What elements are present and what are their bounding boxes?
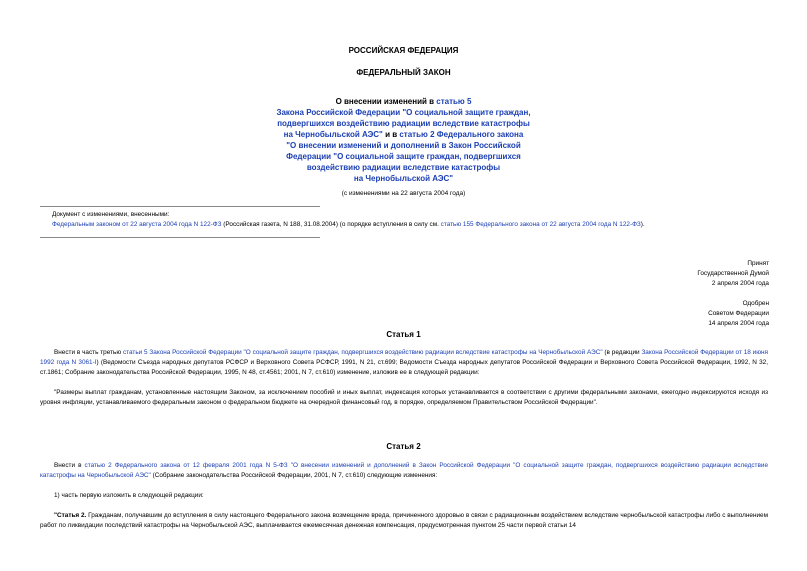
- approved-body: Советом Федерации: [708, 310, 769, 317]
- article1-paragraph2: "Размеры выплат гражданам, установленные настоящим Законом, за исключением пособий и иных выплат, индексация которых устанавливается в соответствии с другими федеральными законами, ежегодно индексируются исходя из уровня инфляции, устанавливаемого федеральным законом о федеральном бюджете на очередной финансовый год, в порядке, определяемом Правительством Российской Федерации".: [40, 389, 768, 406]
- article1-heading: Статья 1: [386, 330, 421, 339]
- title-link-article5[interactable]: статью 5: [436, 97, 472, 106]
- title-line8[interactable]: на Чернобыльской АЭС": [353, 174, 454, 183]
- divider-bottom: [40, 237, 320, 238]
- title-line1-text: О внесении изменений в: [335, 97, 437, 106]
- title-line5[interactable]: "О внесении изменений и дополнений в Закон Российской: [286, 141, 521, 150]
- amendments-intro: Документ с изменениями, внесенными:: [52, 211, 170, 218]
- changes-note: (с изменениями на 22 августа 2004 года): [341, 190, 466, 197]
- article2-p3-bold: "Статья 2.: [54, 512, 87, 519]
- article1-body: [40, 348, 768, 408]
- amendment-link-122fz[interactable]: Федеральным законом от 22 августа 2004 года N 122-ФЗ: [52, 221, 222, 228]
- accepted-body: Государственной Думой: [697, 270, 769, 277]
- article2-heading: Статья 2: [386, 442, 421, 451]
- approved-date: 14 апреля 2004 года: [708, 320, 769, 327]
- title-line4-link2[interactable]: статью 2 Федерального закона: [399, 130, 524, 139]
- article2-link-law5fz[interactable]: статью 2 Федерального закона от 12 февраля 2001 года N 5-ФЗ "О внесении изменений и дополнений в Закон Российской Федерации "О социальной защите граждан, подвергшихся воздействию радиации вследствие катастрофы на Чернобыльской АЭС": [40, 462, 768, 479]
- amendment-text: (Российская газета, N 188, 31.08.2004) (о порядке вступления в силу см.: [221, 221, 441, 228]
- article2-p3-text: Гражданам, получавшим до вступления в силу настоящего Федерального закона возмещение вреда, причиненного здоровью в связи с радиационным воздействием вследствие чернобыльской катастрофы либо с выполнением работ по ликвидации последствий катастрофы на Чернобыльской АЭС, выплачивается ежемесячная денежная компенсация, предусмотренная пунктом 25 части первой статьи 14: [40, 512, 768, 529]
- title-line2[interactable]: Закона Российской Федерации "О социальной защите граждан,: [276, 108, 531, 117]
- article1-p1-text: Внести в часть третью: [54, 349, 123, 356]
- amendments-note: [52, 210, 772, 230]
- article2-paragraph3: [40, 511, 768, 531]
- accepted-date: 2 апреля 2004 года: [711, 280, 769, 287]
- amendment-link-article155[interactable]: статью 155 Федерального закона от 22 августа 2004 года N 122-ФЗ: [440, 221, 641, 228]
- article1-p1-text2: (в редакции: [602, 349, 642, 356]
- title-line4-link[interactable]: на Чернобыльской АЭС": [283, 130, 383, 139]
- article2-paragraph2: 1) часть первую изложить в следующей редакции:: [54, 492, 204, 499]
- accepted-block: [569, 259, 769, 329]
- divider-top: [40, 206, 320, 207]
- article1-paragraph1: [40, 348, 768, 378]
- approved-label: Одобрен: [742, 300, 769, 307]
- article1-link-law3061[interactable]: Закона Российской Федерации от 18 июня 1992 года N 3061-I: [40, 349, 768, 366]
- title-line4-text: и в: [382, 130, 400, 139]
- amendment-text-end: ).: [640, 221, 645, 228]
- header-doc-type: ФЕДЕРАЛЬНЫЙ ЗАКОН: [356, 68, 451, 77]
- law-title: [0, 96, 807, 184]
- accepted-label: Принят: [747, 260, 769, 267]
- header-country: РОССИЙСКАЯ ФЕДЕРАЦИЯ: [348, 46, 459, 55]
- article2-paragraph1: [40, 461, 768, 481]
- title-line7[interactable]: воздействию радиации вследствие катастрофы: [306, 163, 501, 172]
- article1-p1-text3: ) (Ведомости Съезда народных депутатов РСФСР и Верховного Совета РСФСР, 1991, N 21, ст.699; Ведомости Съезда народных депутатов Российской Федерации и Верховного Совета Российской Федерации, 1992, N 32, ст.1861; Собрание законодательства Российской Федерации, 1995, N 48, ст.4561; 2001, N 7, ст.610) изменение, изложив ее в следующей редакции:: [40, 359, 769, 376]
- title-line3[interactable]: подвергшихся воздействию радиации вследствие катастрофы: [277, 119, 530, 128]
- article2-p1-text: Внести в: [54, 462, 85, 469]
- title-line6[interactable]: Федерации "О социальной защите граждан, подвергшихся: [286, 152, 521, 161]
- article2-body: [40, 461, 768, 531]
- article1-link-article5[interactable]: статьи 5 Закона Российской Федерации "О социальной защите граждан, подвергшихся воздействию радиации вследствие катастрофы на Чернобыльской АЭС": [122, 349, 603, 356]
- article2-p1-text2: (Собрание законодательства Российской Федерации, 2001, N 7, ст.610) следующие изменения:: [150, 472, 438, 479]
